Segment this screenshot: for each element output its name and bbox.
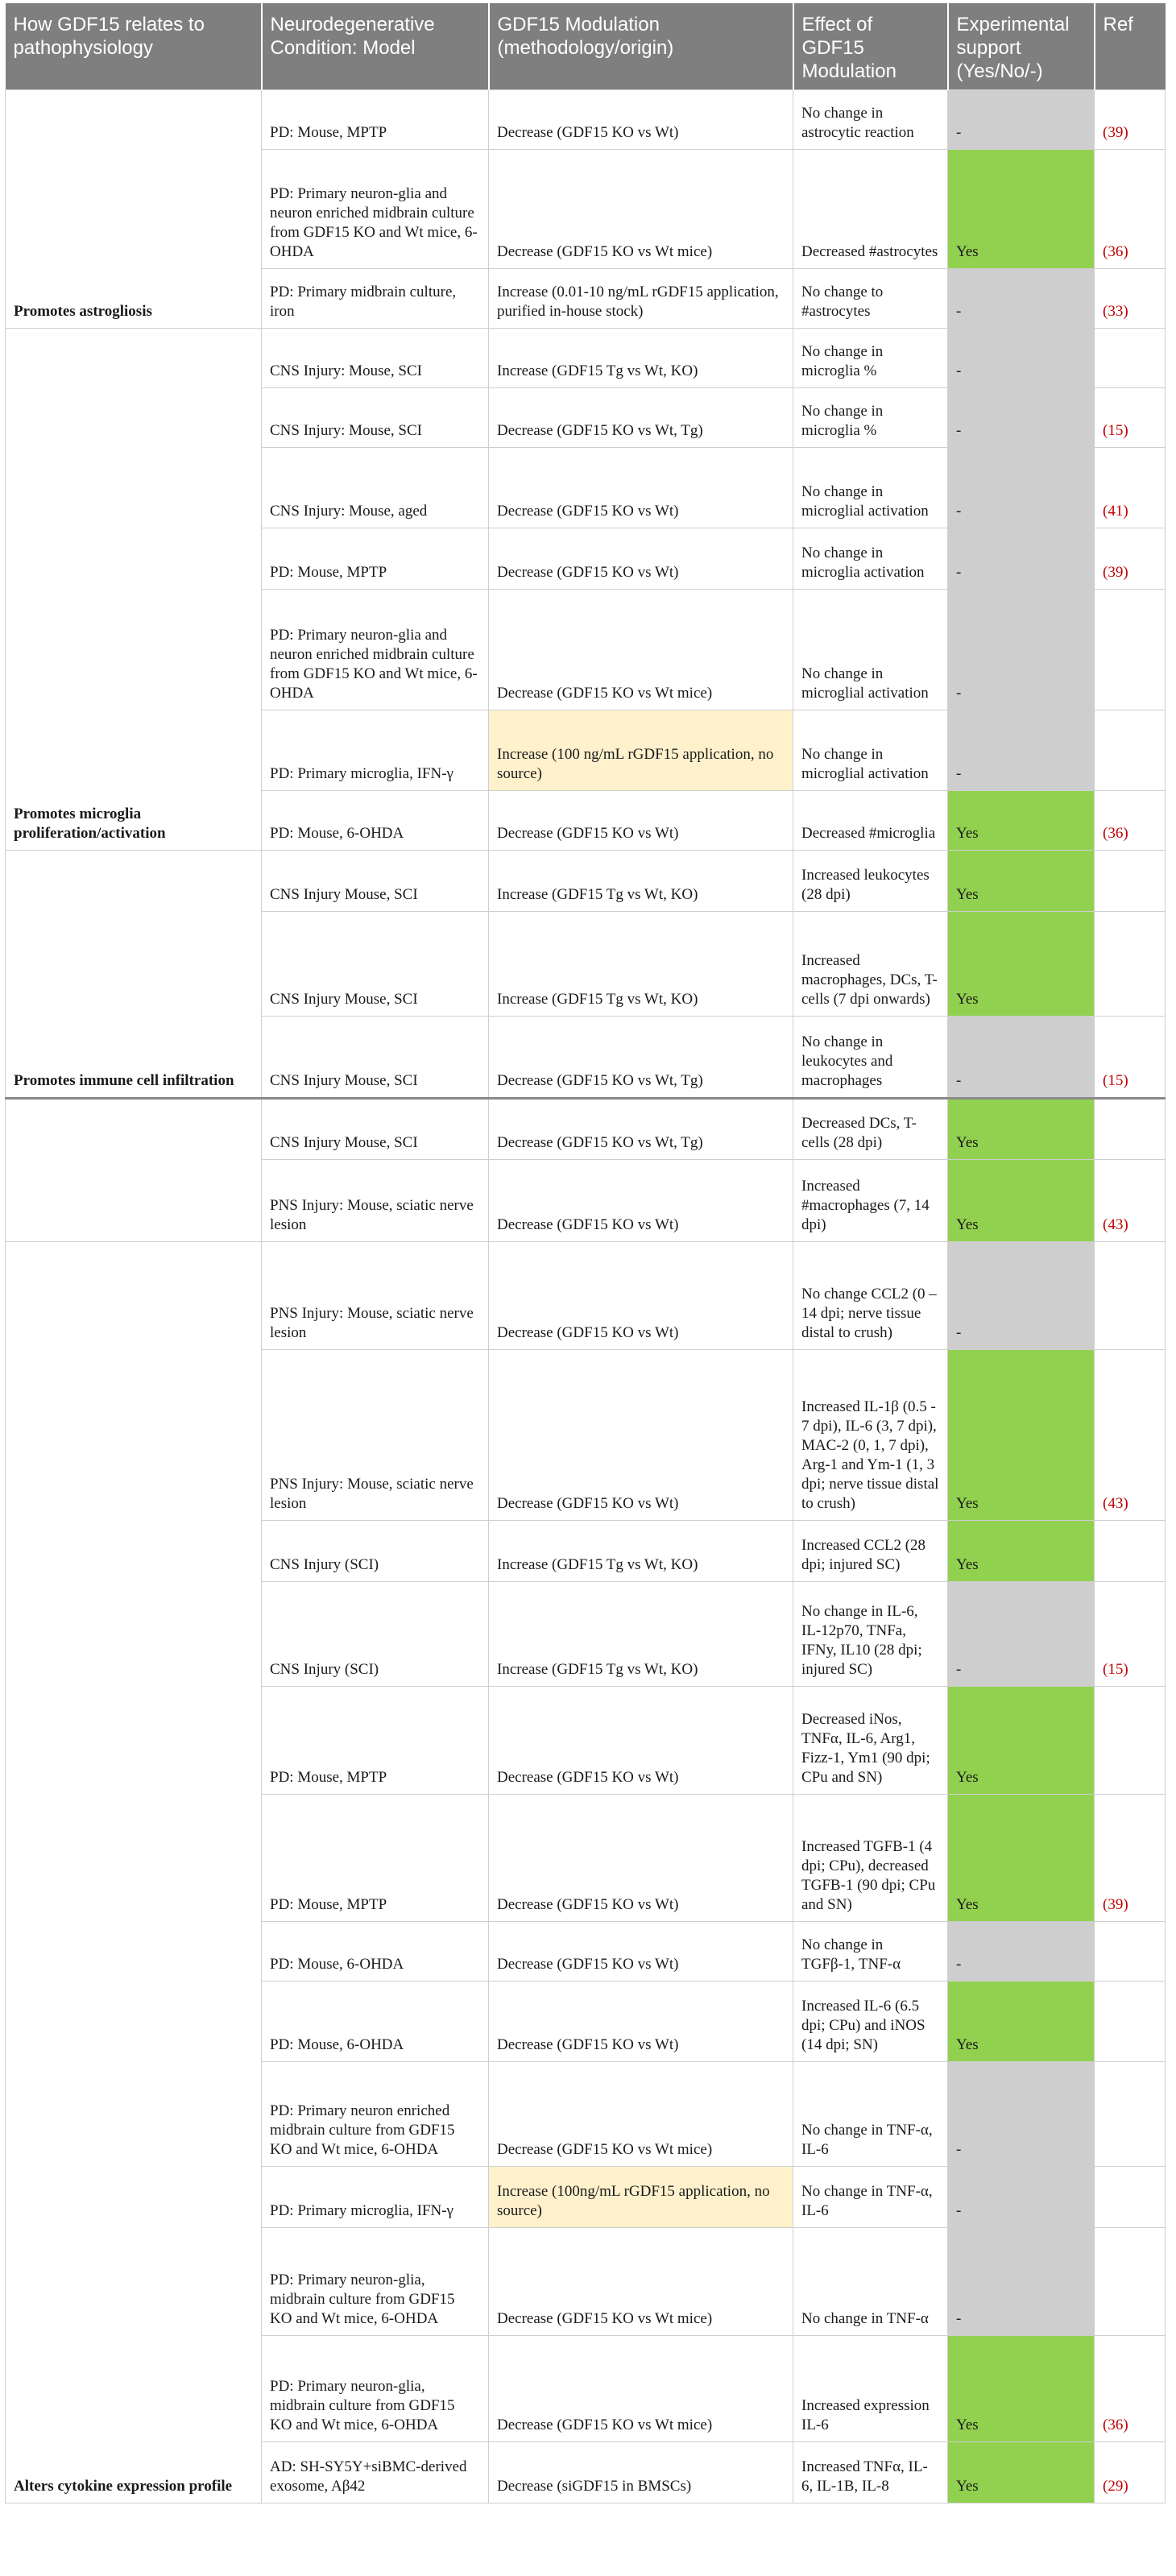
effect-cell: Increased #macrophages (7, 14 dpi) xyxy=(793,1160,948,1242)
header-row xyxy=(6,3,1166,90)
support-cell: Yes xyxy=(948,851,1095,912)
support-cell: - xyxy=(948,528,1095,590)
modulation-cell: Decrease (GDF15 KO vs Wt, Tg) xyxy=(489,1017,793,1099)
ref-cell xyxy=(1095,710,1166,791)
modulation-cell: Decrease (GDF15 KO vs Wt mice) xyxy=(489,2228,793,2336)
condition-cell: PD: Mouse, 6-OHDA xyxy=(262,1922,489,1982)
modulation-cell: Decrease (GDF15 KO vs Wt) xyxy=(489,90,793,150)
support-cell: - xyxy=(948,2062,1095,2167)
modulation-cell: Increase (GDF15 Tg vs Wt, KO) xyxy=(489,851,793,912)
ref-cell xyxy=(1095,912,1166,1017)
category-cell: Alters cytokine expression profile xyxy=(6,1242,262,2504)
ref-cell xyxy=(1095,1687,1166,1795)
support-cell: Yes xyxy=(948,1795,1095,1922)
support-cell: - xyxy=(948,1242,1095,1350)
ref-cell xyxy=(1095,1099,1166,1160)
condition-cell: PD: Mouse, MPTP xyxy=(262,90,489,150)
category-cell xyxy=(6,1099,262,1242)
effect-cell: Increased TNFα, IL-6, IL-1B, IL-8 xyxy=(793,2442,948,2504)
effect-cell: No change in microglia activation xyxy=(793,528,948,590)
condition-cell: PD: Mouse, MPTP xyxy=(262,528,489,590)
ref-cell xyxy=(1095,2228,1166,2336)
support-cell: - xyxy=(948,710,1095,791)
header-effect: Effect of GDF15 Modulation xyxy=(793,3,948,90)
ref-cell: (36) xyxy=(1095,791,1166,851)
effect-cell: Increased TGFB-1 (4 dpi; CPu), decreased TGFB-1 (90 dpi; CPu and SN) xyxy=(793,1795,948,1922)
table-row xyxy=(6,329,1166,388)
ref-cell xyxy=(1095,590,1166,710)
condition-cell: PD: Primary neuron-glia, midbrain culture from GDF15 KO and Wt mice, 6-OHDA xyxy=(262,2336,489,2442)
ref-cell: (29) xyxy=(1095,2442,1166,2504)
condition-cell: CNS Injury Mouse, SCI xyxy=(262,851,489,912)
ref-cell: (39) xyxy=(1095,1795,1166,1922)
table-body xyxy=(6,90,1166,2504)
table-row xyxy=(6,1099,1166,1160)
effect-cell: Decreased DCs, T-cells (28 dpi) xyxy=(793,1099,948,1160)
modulation-cell: Decrease (GDF15 KO vs Wt mice) xyxy=(489,150,793,269)
condition-cell: PD: Mouse, MPTP xyxy=(262,1795,489,1922)
effect-cell: Increased IL-1β (0.5 - 7 dpi), IL-6 (3, 7 dpi), MAC-2 (0, 1, 7 dpi), Arg-1 and Ym-1 (1, 3 dpi; nerve tissue distal to crush) xyxy=(793,1350,948,1521)
condition-cell: CNS Injury (SCI) xyxy=(262,1582,489,1687)
condition-cell: PD: Primary neuron-glia and neuron enriched midbrain culture from GDF15 KO and Wt mice, 6-OHDA xyxy=(262,590,489,710)
condition-cell: PNS Injury: Mouse, sciatic nerve lesion xyxy=(262,1350,489,1521)
modulation-cell: Decrease (GDF15 KO vs Wt, Tg) xyxy=(489,388,793,448)
header-ref: Ref xyxy=(1095,3,1166,90)
modulation-cell: Decrease (GDF15 KO vs Wt) xyxy=(489,1160,793,1242)
support-cell: Yes xyxy=(948,1982,1095,2062)
modulation-cell: Decrease (GDF15 KO vs Wt) xyxy=(489,1687,793,1795)
ref-cell xyxy=(1095,851,1166,912)
ref-cell: (43) xyxy=(1095,1160,1166,1242)
modulation-cell: Increase (100 ng/mL rGDF15 application, no source) xyxy=(489,710,793,791)
support-cell: Yes xyxy=(948,150,1095,269)
ref-cell xyxy=(1095,1242,1166,1350)
modulation-cell: Decrease (GDF15 KO vs Wt mice) xyxy=(489,590,793,710)
ref-cell: (39) xyxy=(1095,528,1166,590)
header-condition: Neurodegenerative Condition: Model xyxy=(262,3,489,90)
effect-cell: Increased macrophages, DCs, T-cells (7 dpi onwards) xyxy=(793,912,948,1017)
effect-cell: Increased CCL2 (28 dpi; injured SC) xyxy=(793,1521,948,1582)
modulation-cell: Decrease (GDF15 KO vs Wt mice) xyxy=(489,2062,793,2167)
header-support: Experimental support (Yes/No/-) xyxy=(948,3,1095,90)
support-cell: - xyxy=(948,448,1095,528)
support-cell: Yes xyxy=(948,791,1095,851)
ref-cell: (36) xyxy=(1095,150,1166,269)
effect-cell: No change in astrocytic reaction xyxy=(793,90,948,150)
ref-cell: (15) xyxy=(1095,388,1166,448)
table-row xyxy=(6,90,1166,150)
modulation-cell: Increase (GDF15 Tg vs Wt, KO) xyxy=(489,1582,793,1687)
header-modulation: GDF15 Modulation (methodology/origin) xyxy=(489,3,793,90)
modulation-cell: Decrease (GDF15 KO vs Wt mice) xyxy=(489,2336,793,2442)
support-cell: Yes xyxy=(948,1099,1095,1160)
modulation-cell: Decrease (GDF15 KO vs Wt) xyxy=(489,1982,793,2062)
ref-cell xyxy=(1095,2062,1166,2167)
condition-cell: CNS Injury: Mouse, SCI xyxy=(262,388,489,448)
modulation-cell: Decrease (GDF15 KO vs Wt) xyxy=(489,1922,793,1982)
effect-cell: No change in microglia % xyxy=(793,388,948,448)
table-row xyxy=(6,1242,1166,1350)
modulation-cell: Decrease (GDF15 KO vs Wt, Tg) xyxy=(489,1099,793,1160)
modulation-cell: Increase (GDF15 Tg vs Wt, KO) xyxy=(489,329,793,388)
support-cell: Yes xyxy=(948,1350,1095,1521)
ref-cell: (39) xyxy=(1095,90,1166,150)
effect-cell: No change in microglia % xyxy=(793,329,948,388)
modulation-cell: Decrease (GDF15 KO vs Wt) xyxy=(489,1350,793,1521)
modulation-cell: Decrease (GDF15 KO vs Wt) xyxy=(489,528,793,590)
support-cell: - xyxy=(948,2228,1095,2336)
effect-cell: Decreased iNos, TNFα, IL-6, Arg1, Fizz-1, Ym1 (90 dpi; CPu and SN) xyxy=(793,1687,948,1795)
effect-cell: No change in microglial activation xyxy=(793,590,948,710)
effect-cell: No change in TNF-α, IL-6 xyxy=(793,2167,948,2228)
condition-cell: PD: Primary microglia, IFN-γ xyxy=(262,710,489,791)
effect-cell: Increased leukocytes (28 dpi) xyxy=(793,851,948,912)
condition-cell: CNS Injury Mouse, SCI xyxy=(262,912,489,1017)
ref-cell: (15) xyxy=(1095,1582,1166,1687)
condition-cell: PNS Injury: Mouse, sciatic nerve lesion xyxy=(262,1242,489,1350)
support-cell: - xyxy=(948,329,1095,388)
condition-cell: PNS Injury: Mouse, sciatic nerve lesion xyxy=(262,1160,489,1242)
condition-cell: CNS Injury Mouse, SCI xyxy=(262,1017,489,1099)
modulation-cell: Decrease (siGDF15 in BMSCs) xyxy=(489,2442,793,2504)
condition-cell: PD: Mouse, MPTP xyxy=(262,1687,489,1795)
ref-cell xyxy=(1095,2167,1166,2228)
modulation-cell: Increase (GDF15 Tg vs Wt, KO) xyxy=(489,1521,793,1582)
condition-cell: CNS Injury (SCI) xyxy=(262,1521,489,1582)
support-cell: - xyxy=(948,2167,1095,2228)
support-cell: Yes xyxy=(948,2336,1095,2442)
support-cell: - xyxy=(948,1582,1095,1687)
modulation-cell: Decrease (GDF15 KO vs Wt) xyxy=(489,1242,793,1350)
ref-cell xyxy=(1095,1521,1166,1582)
table-row xyxy=(6,851,1166,912)
category-cell: Promotes immune cell infiltration xyxy=(6,851,262,1099)
ref-cell: (36) xyxy=(1095,2336,1166,2442)
ref-cell: (43) xyxy=(1095,1350,1166,1521)
ref-cell xyxy=(1095,329,1166,388)
condition-cell: PD: Primary midbrain culture, iron xyxy=(262,269,489,329)
category-cell: Promotes astrogliosis xyxy=(6,90,262,329)
modulation-cell: Increase (GDF15 Tg vs Wt, KO) xyxy=(489,912,793,1017)
effect-cell: No change in TNF-α xyxy=(793,2228,948,2336)
condition-cell: CNS Injury: Mouse, SCI xyxy=(262,329,489,388)
ref-cell: (15) xyxy=(1095,1017,1166,1099)
effect-cell: Decreased #astrocytes xyxy=(793,150,948,269)
ref-cell xyxy=(1095,1982,1166,2062)
support-cell: - xyxy=(948,1017,1095,1099)
effect-cell: No change in TNF-α, IL-6 xyxy=(793,2062,948,2167)
modulation-cell: Decrease (GDF15 KO vs Wt) xyxy=(489,448,793,528)
effect-cell: No change in microglial activation xyxy=(793,710,948,791)
condition-cell: PD: Primary neuron-glia and neuron enriched midbrain culture from GDF15 KO and Wt mice, 6-OHDA xyxy=(262,150,489,269)
condition-cell: PD: Mouse, 6-OHDA xyxy=(262,791,489,851)
ref-cell: (41) xyxy=(1095,448,1166,528)
ref-cell: (33) xyxy=(1095,269,1166,329)
support-cell: - xyxy=(948,388,1095,448)
modulation-cell: Increase (0.01-10 ng/mL rGDF15 application, purified in-house stock) xyxy=(489,269,793,329)
effect-cell: No change CCL2 (0 – 14 dpi; nerve tissue distal to crush) xyxy=(793,1242,948,1350)
effect-cell: No change in TGFβ-1, TNF-α xyxy=(793,1922,948,1982)
support-cell: - xyxy=(948,590,1095,710)
ref-cell xyxy=(1095,1922,1166,1982)
support-cell: Yes xyxy=(948,1160,1095,1242)
condition-cell: CNS Injury: Mouse, aged xyxy=(262,448,489,528)
support-cell: Yes xyxy=(948,1687,1095,1795)
support-cell: - xyxy=(948,269,1095,329)
effect-cell: Increased IL-6 (6.5 dpi; CPu) and iNOS (14 dpi; SN) xyxy=(793,1982,948,2062)
effect-cell: Increased expression IL-6 xyxy=(793,2336,948,2442)
support-cell: - xyxy=(948,90,1095,150)
condition-cell: CNS Injury Mouse, SCI xyxy=(262,1099,489,1160)
support-cell: - xyxy=(948,1922,1095,1982)
support-cell: Yes xyxy=(948,2442,1095,2504)
support-cell: Yes xyxy=(948,912,1095,1017)
support-cell: Yes xyxy=(948,1521,1095,1582)
effect-cell: No change in IL-6, IL-12p70, TNFa, IFNy, IL10 (28 dpi; injured SC) xyxy=(793,1582,948,1687)
condition-cell: PD: Mouse, 6-OHDA xyxy=(262,1982,489,2062)
modulation-cell: Decrease (GDF15 KO vs Wt) xyxy=(489,791,793,851)
header-relation: How GDF15 relates to pathophysiology xyxy=(6,3,262,90)
condition-cell: PD: Primary microglia, IFN-γ xyxy=(262,2167,489,2228)
condition-cell: PD: Primary neuron enriched midbrain culture from GDF15 KO and Wt mice, 6-OHDA xyxy=(262,2062,489,2167)
condition-cell: AD: SH-SY5Y+siBMC-derived exosome, Aβ42 xyxy=(262,2442,489,2504)
effect-cell: No change in microglial activation xyxy=(793,448,948,528)
effect-cell: No change to #astrocytes xyxy=(793,269,948,329)
gdf15-table xyxy=(5,3,1166,2504)
condition-cell: PD: Primary neuron-glia, midbrain culture from GDF15 KO and Wt mice, 6-OHDA xyxy=(262,2228,489,2336)
category-cell: Promotes microglia proliferation/activation xyxy=(6,329,262,851)
effect-cell: No change in leukocytes and macrophages xyxy=(793,1017,948,1099)
modulation-cell: Increase (100ng/mL rGDF15 application, no source) xyxy=(489,2167,793,2228)
modulation-cell: Decrease (GDF15 KO vs Wt) xyxy=(489,1795,793,1922)
effect-cell: Decreased #microglia xyxy=(793,791,948,851)
